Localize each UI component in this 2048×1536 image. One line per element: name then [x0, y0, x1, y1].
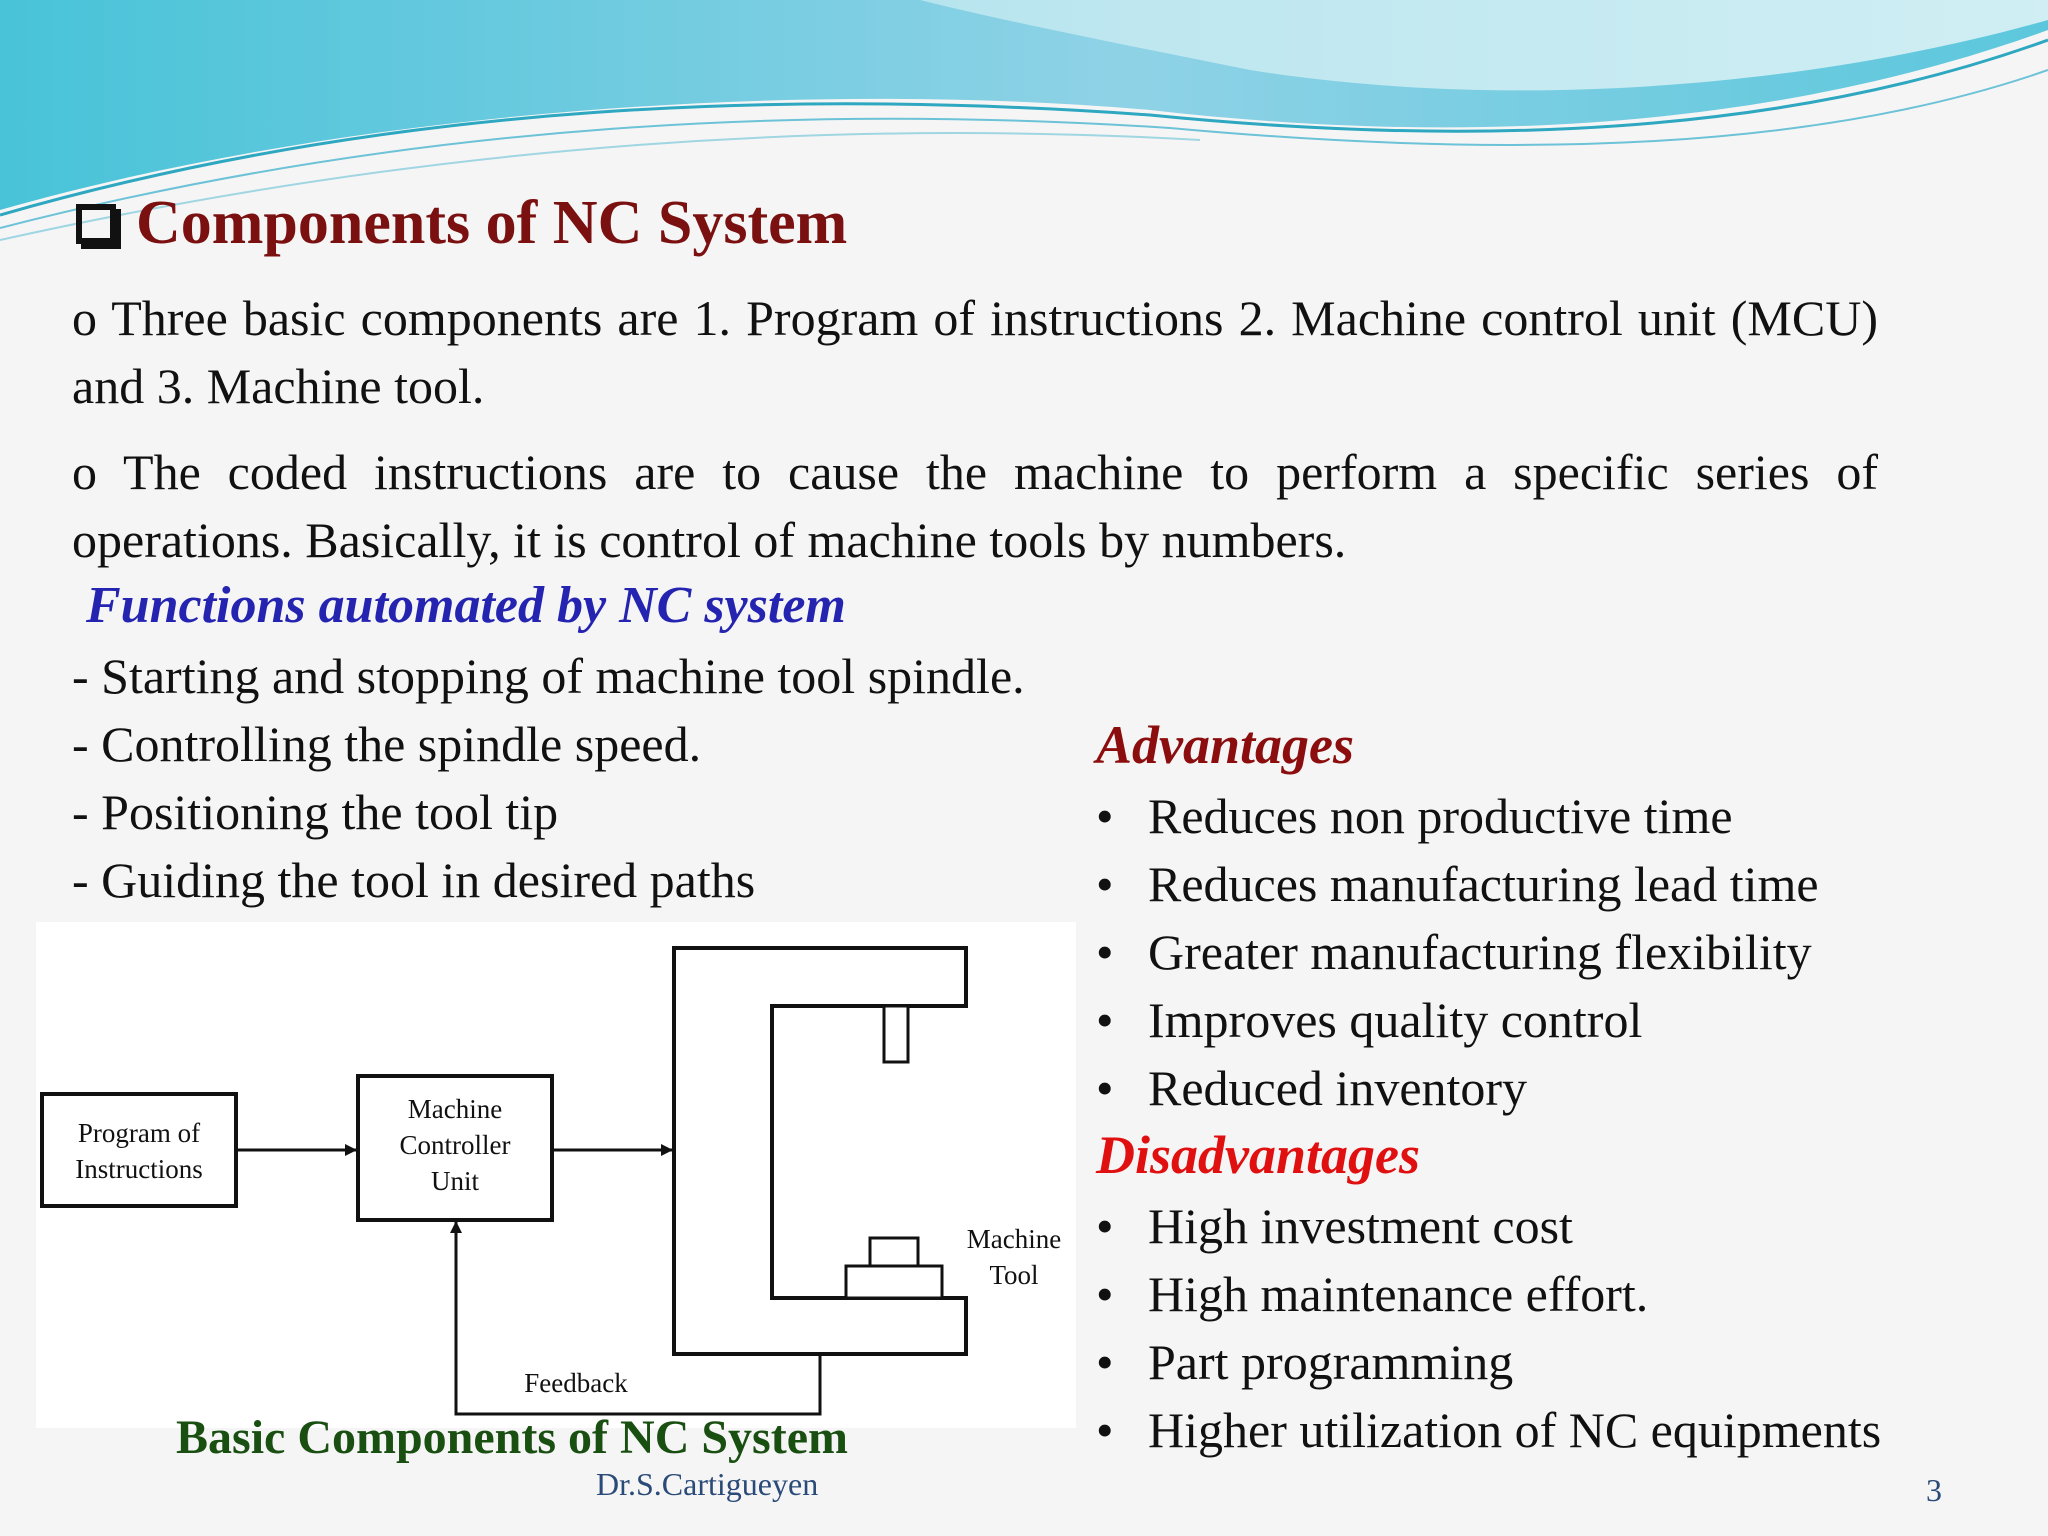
nc-system-diagram — [36, 922, 1076, 1428]
program-label-line2: Instructions — [75, 1154, 203, 1184]
function-item: - Guiding the tool in desired paths — [72, 852, 756, 908]
slide-title-text: Components of NC System — [136, 189, 848, 257]
bullet-icon: • — [1096, 1334, 1114, 1390]
diagram-caption: Basic Components of NC System — [176, 1411, 848, 1464]
bullet-icon: • — [1096, 924, 1114, 980]
advantage-item: • Reduced inventory — [1096, 1054, 1819, 1122]
advantage-item: • Reduces manufacturing lead time — [1096, 850, 1819, 918]
machine-tool-label-line2: Tool — [989, 1260, 1039, 1290]
function-item: - Starting and stopping of machine tool spindle. — [72, 648, 1025, 704]
mcu-label-line3: Unit — [430, 1166, 480, 1196]
functions-list — [72, 642, 1025, 914]
disadvantage-item: • High investment cost — [1096, 1192, 1881, 1260]
functions-heading: Functions automated by NC system — [86, 577, 846, 634]
program-box — [42, 1094, 236, 1206]
bullet-icon: • — [1096, 1060, 1114, 1116]
fixture-block — [846, 1266, 942, 1298]
footer-author: Dr.S.Cartigueyen — [596, 1466, 819, 1502]
checkbox-bullet-icon — [76, 204, 116, 244]
spindle — [884, 1006, 908, 1062]
disadvantage-item: • Higher utilization of NC equipments — [1096, 1396, 1881, 1464]
machine-tool-label-line1: Machine — [966, 1224, 1062, 1254]
bullet-icon: • — [1096, 788, 1114, 844]
slide-title — [76, 188, 847, 259]
function-item: - Positioning the tool tip — [72, 784, 559, 840]
nc-system-diagram-panel — [36, 922, 1076, 1428]
feedback-label: Feedback — [524, 1368, 628, 1398]
page-number: 3 — [1926, 1472, 1942, 1508]
disadvantage-item: • High maintenance effort. — [1096, 1260, 1881, 1328]
advantages-list — [1096, 782, 1819, 1122]
mcu-label-line2: Controller — [399, 1130, 511, 1160]
advantages-heading: Advantages — [1096, 715, 1355, 775]
mcu-label-line1: Machine — [407, 1094, 503, 1124]
advantage-item: • Improves quality control — [1096, 986, 1819, 1054]
advantage-item: • Greater manufacturing flexibility — [1096, 918, 1819, 986]
function-item: - Controlling the spindle speed. — [72, 716, 702, 772]
program-label-line1: Program of — [77, 1118, 201, 1148]
bullet-icon: • — [1096, 1198, 1114, 1254]
disadvantages-heading: Disadvantages — [1096, 1125, 1420, 1185]
bullet-icon: • — [1096, 1402, 1114, 1458]
advantage-item: • Reduces non productive time — [1096, 782, 1819, 850]
bullet-icon: • — [1096, 1266, 1114, 1322]
workpiece-block — [870, 1238, 918, 1266]
bullet-icon: • — [1096, 992, 1114, 1048]
instructions-paragraph: o The coded instructions are to cause the machine to perform a specific series of operations. Basically, it is control of machine tools by numbers. — [72, 444, 1878, 568]
disadvantage-item: • Part programming — [1096, 1328, 1881, 1396]
disadvantages-list — [1096, 1192, 1881, 1464]
bullet-icon: • — [1096, 856, 1114, 912]
intro-paragraph: o Three basic components are 1. Program of instructions 2. Machine control unit (MCU) and 3. Machine tool. — [72, 290, 1878, 414]
